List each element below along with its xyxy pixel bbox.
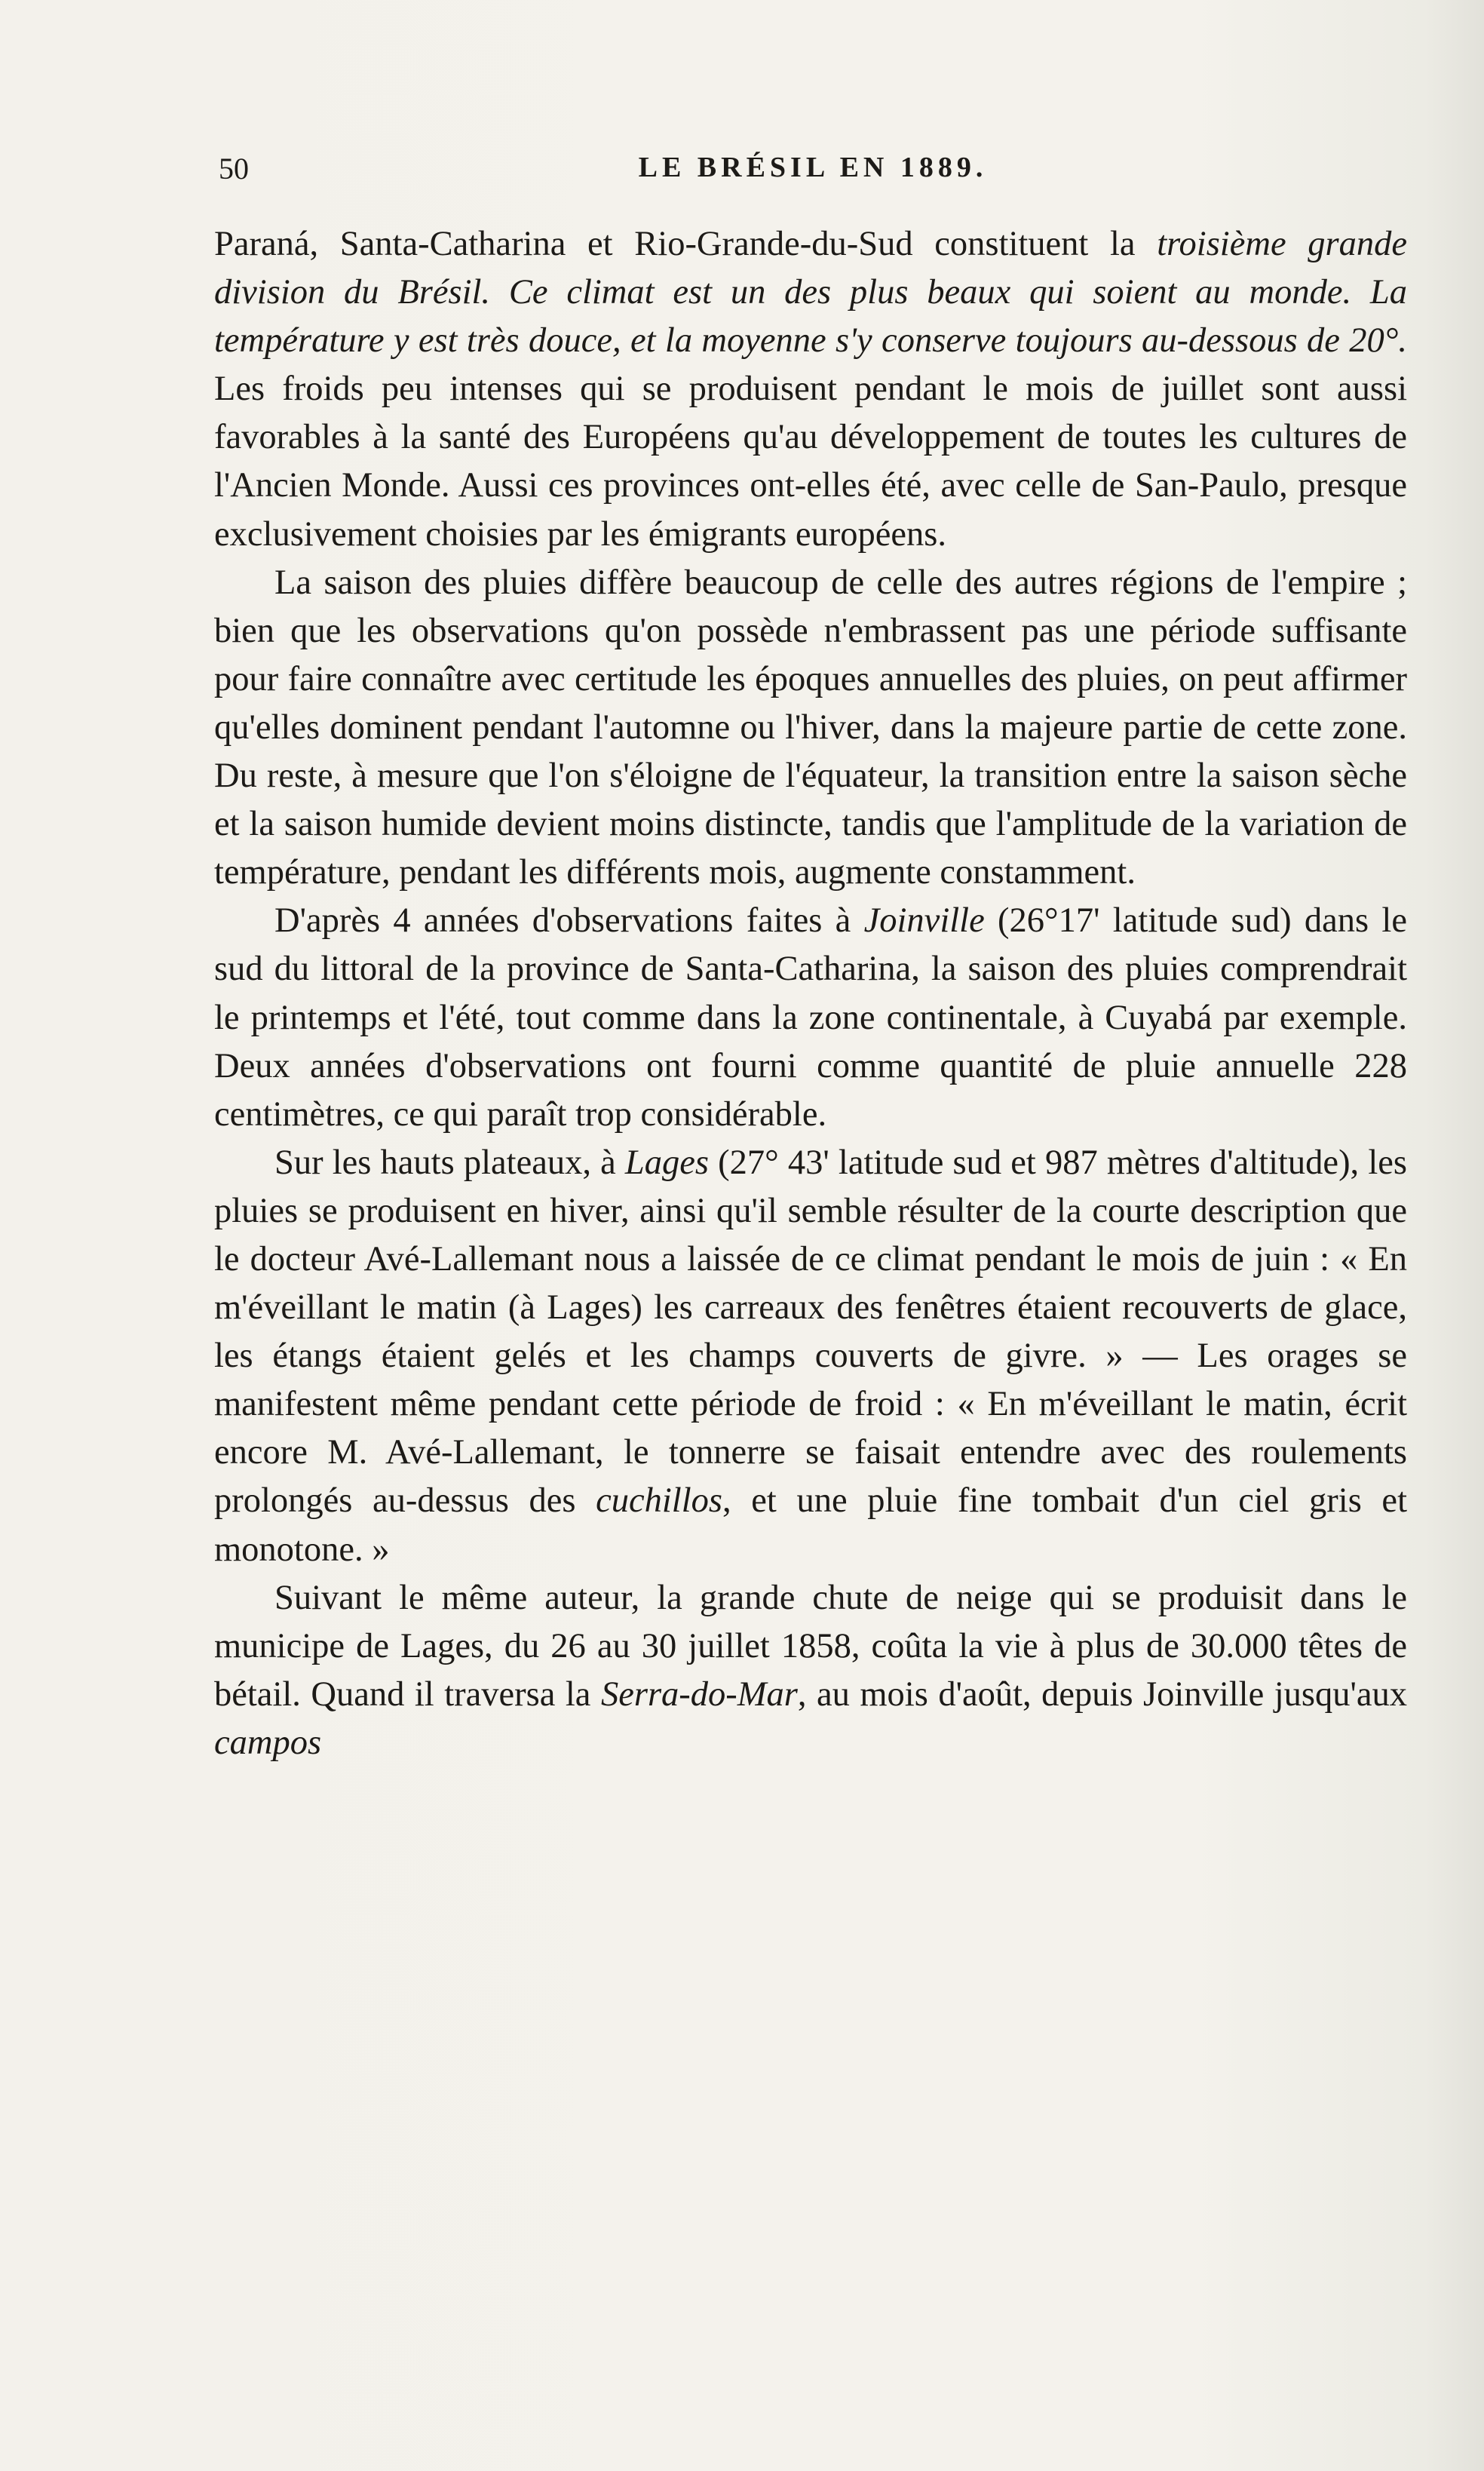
italic-text: troisième grande division du Brésil. Ce climat est un des plus beaux qui soient au monde. La température y est très douce, et la moyenne s'y conserve toujours au-dessous de 20°. (214, 225, 1407, 361)
paragraph (214, 1139, 1407, 1574)
text-run: (26°17' latitude sud) dans le sud du littoral de la province de Santa-Catharina, la saison des pluies comprendrait le printemps et l'été, tout comme dans la zone continentale, à Cuyabá par exemple. Deux années d'observations ont fourni comme quantité de pluie annuelle 228 centimètres, ce qui paraît trop considérable. (214, 901, 1407, 1134)
italic-text: campos (214, 1723, 322, 1762)
italic-text: cuchillos (596, 1481, 722, 1521)
text-run: , et une pluie fine tombait d'un ciel gris et monotone. » (214, 1481, 1407, 1569)
italic-text: Lages (624, 1143, 710, 1182)
body-text (214, 220, 1407, 1767)
paragraph (214, 897, 1407, 1138)
text-run: (27° 43' latitude sud et 987 mètres d'altitude), les pluies se produisent en hiver, ainsi qu'il semble résulter de la courte description que le docteur Avé-Lallemant nous a laissée de ce climat pendant le mois de juin : « En m'éveillant le matin (à Lages) les carreaux des fenêtres étaient recouverts de glace, les étangs étaient gelés et les champs couverts de givre. » — Les orages se manifestent même pendant cette période de froid : « En m'éveillant le matin, écrit encore M. Avé-Lallemant, le tonnerre se faisait entendre avec des roulements prolongés au-dessus des (214, 1143, 1407, 1521)
paragraph (214, 559, 1407, 898)
text-run: D'après 4 années d'observations faites à (274, 901, 864, 941)
page-header (219, 151, 1407, 196)
text-run: Les froids peu intenses qui se produisent pendant le mois de juillet sont aussi favorables à la santé des Européens qu'au développement de toutes les cultures de l'Ancien Monde. Aussi ces provinces ont-elles été, avec celle de San-Paulo, presque exclusivement choisies par les émigrants européens. (214, 370, 1407, 554)
text-run: , au mois d'août, depuis Joinville jusqu'aux (797, 1674, 1408, 1714)
text-run: Sur les hauts plateaux, à (274, 1143, 625, 1182)
italic-text: Serra-do-Mar (600, 1674, 798, 1714)
page-number: 50 (219, 152, 249, 186)
text-run: Paraná, Santa-Catharina et Rio-Grande-du-Sud constituent la (214, 225, 1157, 263)
text-run: La saison des pluies diffère beaucoup de celle des autres régions de l'empire ; bien que les observations qu'on possède n'embrassent pas une période suffisante pour faire connaître avec certitude les époques annuelles des pluies, on peut affirmer qu'elles dominent pendant l'automne ou l'hiver, dans la majeure partie de cette zone. Du reste, à mesure que l'on s'éloigne de l'équateur, la transition entre la saison sèche et la saison humide devient moins distincte, tandis que l'amplitude de la variation de température, pendant les différents mois, augmente constamment. (214, 563, 1407, 892)
paragraph (214, 220, 1407, 559)
italic-text: Joinville (863, 901, 985, 941)
running-title: LE BRÉSIL EN 1889. (638, 152, 988, 183)
paragraph (214, 1574, 1407, 1767)
text-run: Suivant le même auteur, la grande chute de neige qui se produisit dans le municipe de Lages, du 26 au 30 juillet 1858, coûta la vie à plus de 30.000 têtes de bétail. Quand il traversa la (214, 1578, 1407, 1714)
